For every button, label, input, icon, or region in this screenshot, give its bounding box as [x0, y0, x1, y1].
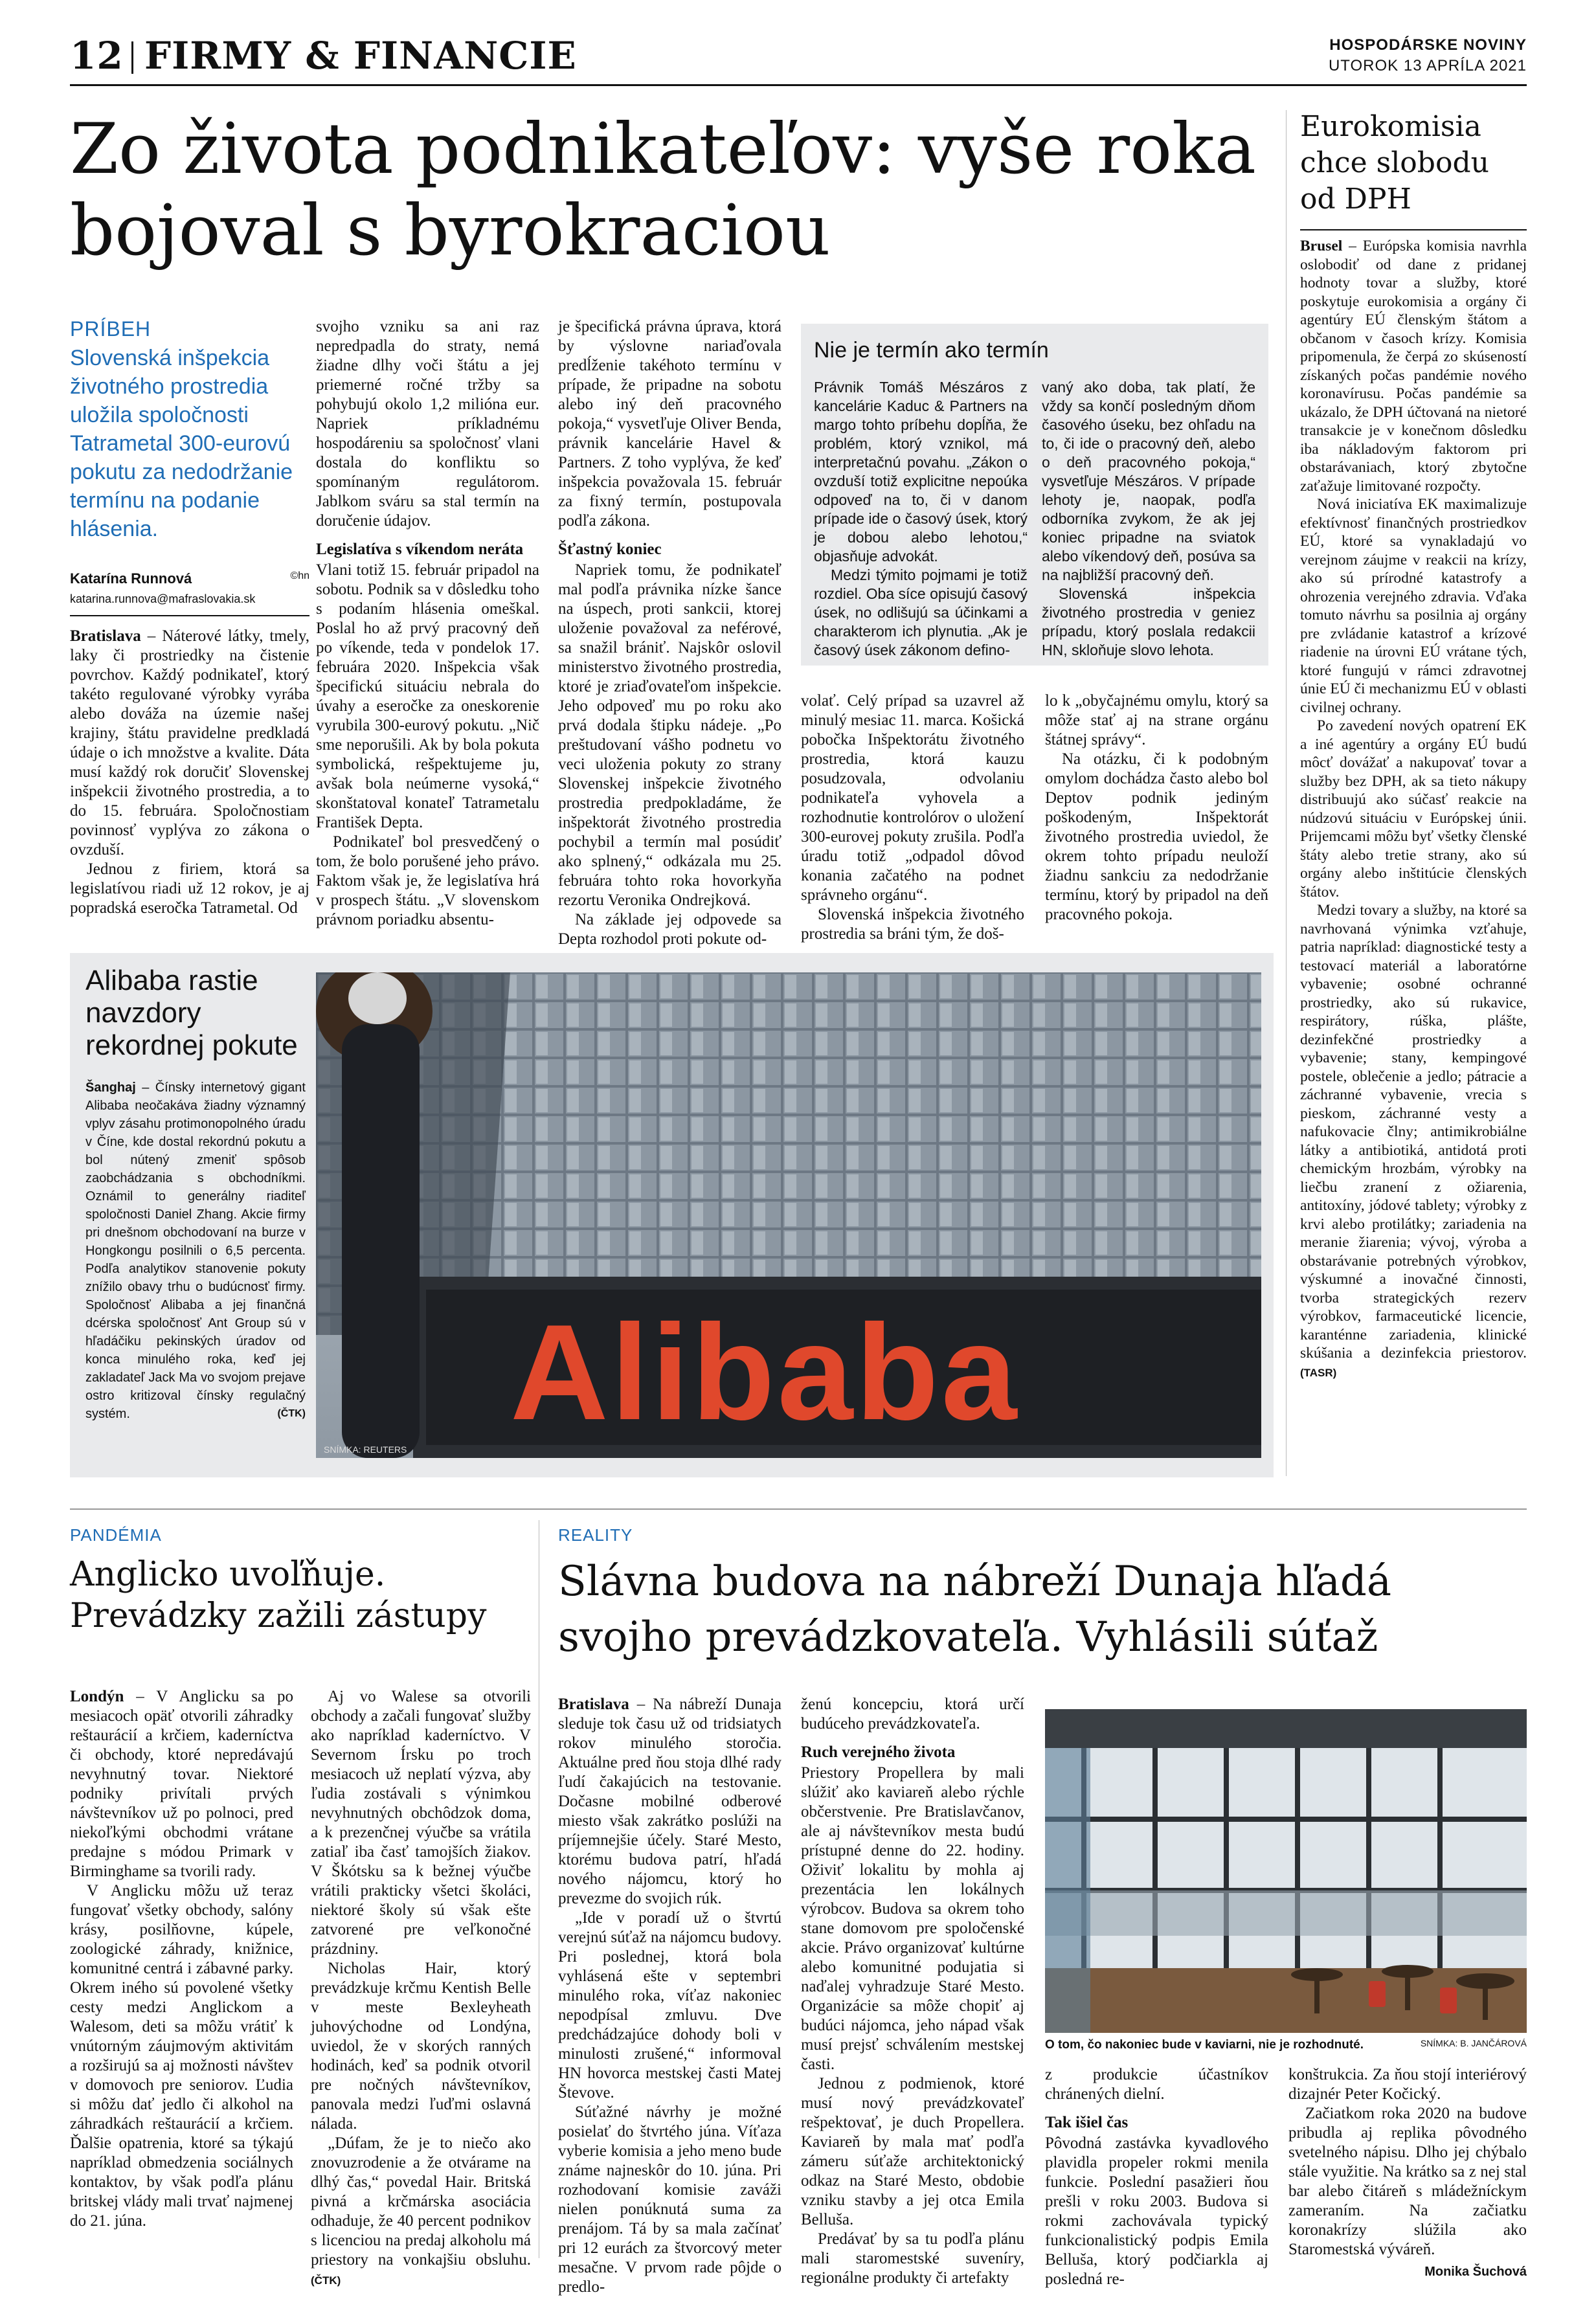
issue-date: UTOROK 13 APRÍLA 2021 — [1328, 57, 1527, 74]
col2a-text: svojho vzniku sa ani raz nepredpadla do straty, nemá žiadne dlhy voči štátu a jej priemerné ročné tržby sa pohybujú okolo 1,2 milióna eur. Napriek príkladnému hospodáreniu sa spoločnosť vlani dostala do konfliktu so spomínaným regulátorom. Jablkom sváru sa stal termín na doručenie údajov. — [316, 318, 539, 530]
subhead-legislativa: Legislatíva s víkendom neráta — [316, 541, 524, 558]
reality-photo-credit: SNÍMKA: B. JANČÁROVÁ — [1420, 2038, 1527, 2048]
col2c-text: Podnikateľ bol presvedčený o tom, že bolo porušené jeho právo. Faktom však je, že legislatíva hrá v prospech štátu. „V slovenskom právnom poriadku absentu- — [316, 833, 539, 928]
cafe-interior-image — [1045, 1709, 1527, 2033]
info-box-col-b — [1042, 378, 1255, 660]
col3b-text: Napriek tomu, že podnikateľ mal podľa právnika nízke šance na úspech, proti sankcii, ktorej uloženie považoval za neférové, sa snažil brániť. Najskôr oslovil ministerstvo životného prostredia, ktoré je zriaďovateľom inšpekcie. Jeho odpoveď mu po roku ako prvá dodala štipku nádeje. „Po preštudovaní vášho podnetu vo veci uloženia pokuty zo strany Slovenskej inšpekcie životného prostredia predpokladáme, že inšpektorát životného prostredia pochybil a termín mal posúdiť ako splnený,“ odkázala mu 25. februára tohto roka hovorkyňa rezortu Veronika Ondrejková. — [558, 561, 781, 909]
reality-c1a: – Na nábreží Dunaja sleduje tok času už od tridsiatych rokov minulého storočia. Aktuálne pred ňou stoja dlhé rady ľudí čakajúcich na testovanie. Dočasne mobilné odberové miesto však zakrátko poslúži na príjemnejšie účely. Staré Mesto, ktorému budova patrí, hľadá nového nájomcu, ktorý ho prevezme do svojich rúk. — [558, 1696, 781, 1907]
col4b-text: Slovenská inšpekcia životného prostredia sa bráni tým, že doš- — [801, 906, 1024, 943]
reality-c2b: Priestory Propellera by mali slúžiť ako kaviareň alebo rýchle občerstvenie. Pre Bratislavčanov, ale aj návštevníkov mesta budú prístupné denne do 22. hodiny. Oživiť lokalitu by mohla aj prezentácia len lokálnych výrobcov. Budova sa okrem toho stane domovom pre spoločenské akcie. Právo organizovať kultúrne alebo komunitné podujatia si naďalej vyhradzuje Staré Mesto. Organizácie sa môže chopiť aj budúci nájomca, jeho nápad však musí prejsť schválením mestskej časti. — [801, 1764, 1024, 2073]
alibaba-building-image — [316, 972, 1261, 1458]
reality-kicker: REALITY — [558, 1525, 633, 1545]
reality-c1c: Súťažné návrhy je možné posielať do štvrtého júna. Víťaza vyberie komisia a jeho meno bude známe najneskôr do 10. júna. Pri rozhodovaní komisie zaváži nielen ponúknutá suma za prenájom. Tá by sa mala začínať pri 12 eurách za štvorcový meter mesačne. V prvom rade pôjde o predlo- — [558, 2103, 781, 2296]
reality-col4 — [1288, 2065, 1527, 2281]
sidebar-headline: Eurokomisia chce slobodu od DPH — [1300, 110, 1489, 216]
pandemia-c1a: – V Anglicku sa po mesiacoch opäť otvorili záhradky reštaurácií a krčiem, kaderníctva či obchody, ktoré nepredávajú nevyhnutný tovar. Niektoré podniky privítali prvých návštevníkov už po polnoci, pred niekoľkými obchodmi vrátane predajne s módou Primark v Birminghame sa tvorili rady. — [70, 1688, 294, 1880]
newspaper-name: HOSPODÁRSKE NOVINY — [1329, 36, 1527, 54]
col3a-text: je špecifická právna úprava, ktorá by výslovne nariaďovala predĺženie takéhoto termínu v prípade, že pripadne na sobotu alebo iný deň pracovného pokoja,“ vysvetľuje Oliver Benda, právnik kancelárie Havel & Partners. Z toho vyplýva, že keď inšpekcia považovala 15. február za fixný termín, postupovala podľa zákona. — [558, 318, 781, 530]
alibaba-body-text: – Čínsky internetový gigant Alibaba neočakáva žiadny významný vplyv zásahu protimonopolného úradu v Číne, kde dostal rekordnú pokutu a bol nútený zmeniť spôsob zaobchádzania s obchodníkmi. Oznámil to generálny riaditeľ spoločnosti Daniel Zhang. Akcie firmy pri dnešnom obchodovaní na burze v Hongkongu posilnili o 6,5 percenta. Podľa analytikov stanovenie pokuty znížilo obavy trhu o budúcnosť firmy. Spoločnosť Alibaba a jej finančná dcérska spoločnosť Ant Group sú v hľadáčiku pekinských úradov od konca minulého roka, keď jej zakladateľ Jack Ma vo svojom prejave ostro kritizoval čínsky regulačný systém. — [85, 1081, 306, 1421]
pandemia-kicker: PANDÉMIA — [70, 1525, 162, 1545]
reality-c3b: Pôvodná zastávka kyvadlového plavidla propeler rokmi menila funkcie. Poslední pasažieri ňou prešli v roku 2003. Budova si rokmi zachovávala typický funkcionalistický podpis Emila Belluša, ktorý podčiarkla aj posledná re- — [1045, 2135, 1268, 2288]
pandemia-c2a: Aj vo Walese sa otvorili obchody a začali fungovať služby ako napríklad kaderníctvo. V Severnom Írsku po troch mesiacoch už neplatí výzva, aby ľudia zostávali s výnimkou nevyhnutných obchôdzok doma, a k prezenčnej výučbe sa vrátila zatiaľ iba časť tamojších žiakov. V Škótsku sa k bežnej výučbe vrátili prakticky všetci školáci, niektoré školy sú však ešte zatvorené pre veľkonočné prázdniny. — [311, 1688, 531, 1958]
main-headline: Zo života podnikateľov: vyše roka bojoval s byrokraciou — [70, 109, 1256, 271]
author-email: katarina.runnova@mafraslovakia.sk — [70, 592, 256, 605]
reality-photo-caption — [1045, 2038, 1527, 2052]
story-col3 — [558, 317, 781, 949]
subhead-koniec: Šťastný koniec — [558, 541, 662, 558]
box-col-a2-text: Medzi týmito pojmami je totiž rozdiel. Oba síce opisujú časový úsek, no odlišujú sa účinkami a charakterom ich plynutia. „Ak je časový úsek zákonom defino- — [814, 566, 1028, 658]
reality-c4b: Začiatkom roka 2020 na budove pribudla aj replika pôvodného svetelného nápisu. Dlho jej chýbalo stále využitie. Na krátko sa z nej stal bar alebo čitáreň s mládežníckym zameraním. Na začiatku koronakrízy slúžila ako Staromestská výváreň. — [1288, 2105, 1527, 2258]
header-divider — [131, 41, 133, 74]
alibaba-photo-credit: SNÍMKA: REUTERS — [324, 1444, 407, 1455]
sidebar-rule — [1300, 229, 1527, 230]
pandemia-col2 — [311, 1687, 531, 2291]
sidebar-p1: – Európska komisia navrhla oslobodiť od dane z pridanej hodnoty tovar a služby, ktoré poskytuje eurokomisia a orgány či agentúry EÚ členským štátom a občanom v časoch krízy. Komisia pripomenula, že čerpá zo skúseností získaných počas pandémie nového koronavírusu. Počas pandémie sa ukázalo, že DPH účtovaná na nietoré transakcie je v konečnom dôsledku iba nákladovým faktorom pri obstarávaniach, ktorý zbytočne zaťažuje limitované rozpočty. — [1300, 238, 1527, 495]
reality-c2d: Predávať by sa tu podľa plánu mali staromestské suveníry, regionálne produkty či artefakty — [801, 2230, 1024, 2287]
bottom-rule — [70, 1508, 1527, 1510]
alibaba-headline: Alibaba rastie navzdory rekordnej pokute — [85, 965, 298, 1061]
page-number: 12 — [70, 34, 124, 78]
story-col5 — [1045, 691, 1268, 924]
dateline: Bratislava — [70, 627, 141, 645]
sidebar-body — [1300, 237, 1527, 1382]
reality-c2a: ženú koncepciu, ktorá určí budúceho prevádzkovateľa. — [801, 1696, 1024, 1732]
info-box-col-a — [814, 378, 1028, 660]
sidebar-p2: Nová iniciatíva EK maximalizuje efektívnosť finančných prostriedkov EÚ, ktoré sa vynakladajú vo verejnom záujme v reakcii na krízy, ako sú prírodné katastrofy a ohrozenia verejného zdravia. Vďaka tomuto návrhu sa posilnia aj orgány pre zvládanie katastrof a krízové riadenie na úrovni EÚ vrátane tých, ktoré fungujú v rámci zdravotnej únie EÚ či mechanizmu EÚ v oblasti civilnej ochrany. — [1300, 496, 1527, 716]
col2b-text: Vlani totiž 15. február pripadol na sobotu. Podnik sa v dôsledku toho s podaním hlásenia omeškal. Poslal ho až prvý pracovný deň po víkende, teda v pondelok 17. februára 2020. Inšpekcia však špecifickú situáciu nebrala do úvahy a eseročke za oneskorenie vyrubila 300-eurový pokutu. „Nič sme neporušili. Ak by bola pokuta symbolická, rešpektujeme ju, avšak bola neúmerne vysoká,“ skonštatoval konateľ Tatrametalu František Depta. — [316, 561, 539, 831]
reality-caption-text: O tom, čo nakoniec bude v kaviarni, nie je rozhodnuté. — [1045, 2038, 1364, 2052]
reality-c3a: z produkcie účastníkov chránených dielní. — [1045, 2066, 1268, 2103]
alibaba-box — [70, 953, 1274, 1477]
sidebar-rule-left — [1286, 110, 1287, 1476]
story-lead: Slovenská inšpekcia životného prostredia uložila spoločnosti Tatrametal 300-eurovú pokutu za nedodržanie termínu na podanie hlásenia. — [70, 346, 293, 541]
story-col2 — [316, 317, 539, 930]
pandemia-col1 — [70, 1687, 293, 2231]
col5-text: lo k „obyčajnému omylu, ktorý sa môže stať aj na strane orgánu štátnej správy“. — [1045, 692, 1268, 748]
col3c-text: Na základe jej odpovede sa Depta rozhodol proti pokute od- — [558, 911, 781, 948]
reality-dateline: Bratislava — [558, 1696, 629, 1713]
lead-column — [70, 317, 309, 918]
pandemia-dateline: Londýn — [70, 1688, 124, 1705]
reality-col1 — [558, 1695, 781, 2297]
col1b-text: Jednou z firiem, ktorá sa legislatívou riadi už 12 rokov, je aj popradská eseročka Tatrametal. Od — [70, 860, 309, 917]
subhead-cas: Tak išiel čas — [1045, 2114, 1129, 2131]
page-header — [70, 32, 1527, 83]
alibaba-body — [85, 1079, 306, 1423]
reality-col3 — [1045, 2065, 1268, 2289]
alibaba-text — [85, 965, 306, 1423]
reality-col2 — [801, 1695, 1024, 2288]
reality-c2c: Jednou z podmienok, ktoré musí nový prevádzkovateľ rešpektovať, je duch Propellera. Kaviareň by mala mať podľa zámeru súťaže architektonický odkaz na Staré Mesto, obdobie vzniku stavby a jej otca Emila Belluša. — [801, 2075, 1024, 2228]
sidebar — [1300, 109, 1527, 1382]
byline-rule — [70, 615, 309, 616]
sidebar-agency: (TASR) — [1300, 1366, 1337, 1379]
col1-text: – Náterové látky, tmely, laky či prostriedky na čistenie povrchov. Každý podnikateľ, ktorý takéto regulované výrobky vyrába alebo dováža na územie našej krajiny, štátu pravidelne predkladá údaje o ich množstve a kvalite. Dáta musí každý rok doručiť Slovenskej inšpekcii životného prostredia, a to do 15. februára. Spoločnostiam povinnosť vyplýva zo zákona o ovzduší. — [70, 627, 309, 858]
reality-author: Monika Šuchová — [1424, 2265, 1527, 2279]
story-col1 — [70, 627, 309, 918]
info-box-title: Nie je termín ako termín — [814, 338, 1049, 363]
author-name: Katarína Runnová — [70, 570, 192, 587]
info-box — [801, 324, 1268, 666]
reality-c1b: „Ide v poradí už o štvrtú verejnú súťaž na nájomcu budovy. Pri poslednej, ktorá bola vyhlásená ešte v septembri minulého roka, víťaz nakoniec nepodpísal zmluvu. Dve predchádzajúce dohody boli v minulosti zrušené,“ informoval HN hovorca mestskej časti Matej Števove. — [558, 1909, 781, 2101]
reality-headline: Slávna budova na nábreží Dunaja hľadá svojho prevádzkovateľa. Vyhlásili súťaž — [558, 1558, 1391, 1661]
box-col-b2-text: Slovenská inšpekcia životného prostredia v geniez prípadu, ktorý poslala redakcii HN, skloňuje slovo lehota. — [1042, 585, 1255, 658]
alibaba-sign: Alibaba — [510, 1296, 1020, 1448]
box-col-a-text: Právnik Tomáš Mészáros z kancelárie Kaduc & Partners na margo tohto príbehu dopĺňa, že problém, ktorý vznikol, má interpretačnú povahu. „Zákon o ovzduší totiž explicitne nepoúka odpoveď na to, či v danom prípade ide o časový úsek, ktorý je dobou alebo lehotou,“ objasňuje advokát. — [814, 379, 1028, 565]
reality-photo — [1045, 1709, 1527, 2033]
header-rule — [70, 84, 1527, 86]
pandemia-c2b: Nicholas Hair, ktorý prevádzkuje krčmu Kentish Belle v meste Bexleyheath juhovýchodne od Londýna, uviedol, že v skorých ranných hodinách, keď sa podnik otvoril pre nočných návštevníkov, panovala medzi ľuďmi oslavná nálada. — [311, 1960, 531, 2133]
section-title: FIRMY & FINANCIE — [144, 34, 577, 78]
pandemia-c1b: V Anglicku môžu už teraz fungovať všetky obchody, salóny krásy, posilňovne, kúpele, zoologické záhrady, knižnice, komunitné centrá i zábavné parky. Okrem iného sú povolené všetky cesty medzi Anglickom a Walesom, deti sa môžu vrátiť k vnútorným záujmovým aktivitám a rozširujú sa aj možnosti návštev v domovoch pre seniorov. Ľudia si môžu dať jedlo či alkohol na záhradkách reštaurácií a krčiem. Ďalšie opatrenia, ktoré sa týkajú napríklad obmedzenia sociálnych kontaktov, by však podľa plánu britskej vlády mali trvať najmenej do 21. júna. — [70, 1882, 293, 2230]
alibaba-photo — [316, 972, 1261, 1458]
col5b-text: Na otázku, či k podobným omylom dochádza často alebo bol Deptov podnik jediným poškodeným, Inšpektorát životného prostredia uviedol, že okrem tohto prípadu neuloží žiadnu sankciu za nedodržanie termínu, ktorý by pripadol na deň pracovného pokoja. — [1045, 750, 1268, 923]
story-kicker: PRÍBEH — [70, 317, 152, 341]
story-col4 — [801, 691, 1024, 944]
sidebar-p4: Medzi tovary a služby, na ktoré sa navrhovaná výnimka vzťahuje, patria napríklad: diagnostické testy a testovací materiál a laboratórne vybavenie; osobné ochranné prostriedky, ako sú rukavice, respirátory, rúška, plášte, dezinfekčné prostriedky a vybavenie; stany, kempingové postele, oblečenie a jedlo; pátracie a záchranné vybavenie, vrecia s pieskom, záchranné vesty a nafukovacie člny; antimikrobiálne látky a antibiotiká, antidotá proti chemickým hrozbám, výrobky na liečbu zranení z ožiarenia, antitoxíny, jódové tablety; výrobky z krvi alebo protilátky; zariadenia na meranie žiarenia; vývoj, výroba a obstarávanie potrebných výrobkov, výskumné a inovačné činnosti, tvorba strategických rezerv výrobkov, farmaceutické licencie, karanténne zariadenia, klinické skúšania a dezinfekcia priestorov. — [1300, 902, 1527, 1361]
copyright-mark: ©hn — [290, 570, 309, 581]
alibaba-dateline: Šanghaj — [85, 1081, 136, 1095]
pandemia-headline: Anglicko uvoľňuje. Prevádzky zažili zástupy — [70, 1555, 487, 1635]
alibaba-agency: (ČTK) — [277, 1408, 306, 1419]
pandemia-c2c: „Dúfam, že je to niečo ako znovuzrodenie a že otváramе na dlhý čas,“ povedal Hair. Britská pivná a krčmárska asociácia odhaduje, že 40 percent podnikov s licenciou na predaj alkoholu má priestory na vonkajšiu obsluhu. — [311, 2135, 531, 2269]
col4-text: volať. Celý prípad sa uzavrel až minulý mesiac 11. marca. Košická pobočka Inšpektorátu životného prostredia, ktorá kauzu posudzovala, odvolaniu podnikateľa vyhovela a rozhodnutie kontrolórov o uložení 300-eurovej pokuty zrušila. Podľa úradu totiž „odpadol dôvod konania začatého na podnet správneho orgánu“. — [801, 692, 1024, 904]
sidebar-dateline: Brusel — [1300, 238, 1343, 254]
box-col-b-text: vaný ako doba, tak platí, že vždy sa končí posledným dňom časového úseku, bez ohľadu na to, či ide o pracovný deň, alebo o deň pracovného pokoja,“ vysvetľuje Mészáros. V prípade lehoty je, naopak, podľa odborníka zvykom, že ak jej koniec pripadne na sviatok alebo víkendový deň, posúva sa na najbližší pracovný deň. — [1042, 379, 1255, 583]
pandemia-agency: (ČTK) — [311, 2274, 341, 2287]
sidebar-p3: Po zavedení nových opatrení EK a iné agentúry a orgány EÚ budú môcť dovážať a nakupovať tovar a služby bez DPH, ak sa tieto nákupy distribuujú ako súčasť reakcie na núdzovú situáciu v Európskej únii. Prijemcami môžu byť všetky členské štáty alebo tretie strany, ako sú orgány alebo inštitúcie členských štátov. — [1300, 717, 1527, 901]
reality-c4a: konštrukcia. Za ňou stojí interiérový dizajnér Peter Kočický. — [1288, 2066, 1527, 2103]
subhead-ruch: Ruch verejného života — [801, 1743, 956, 1761]
